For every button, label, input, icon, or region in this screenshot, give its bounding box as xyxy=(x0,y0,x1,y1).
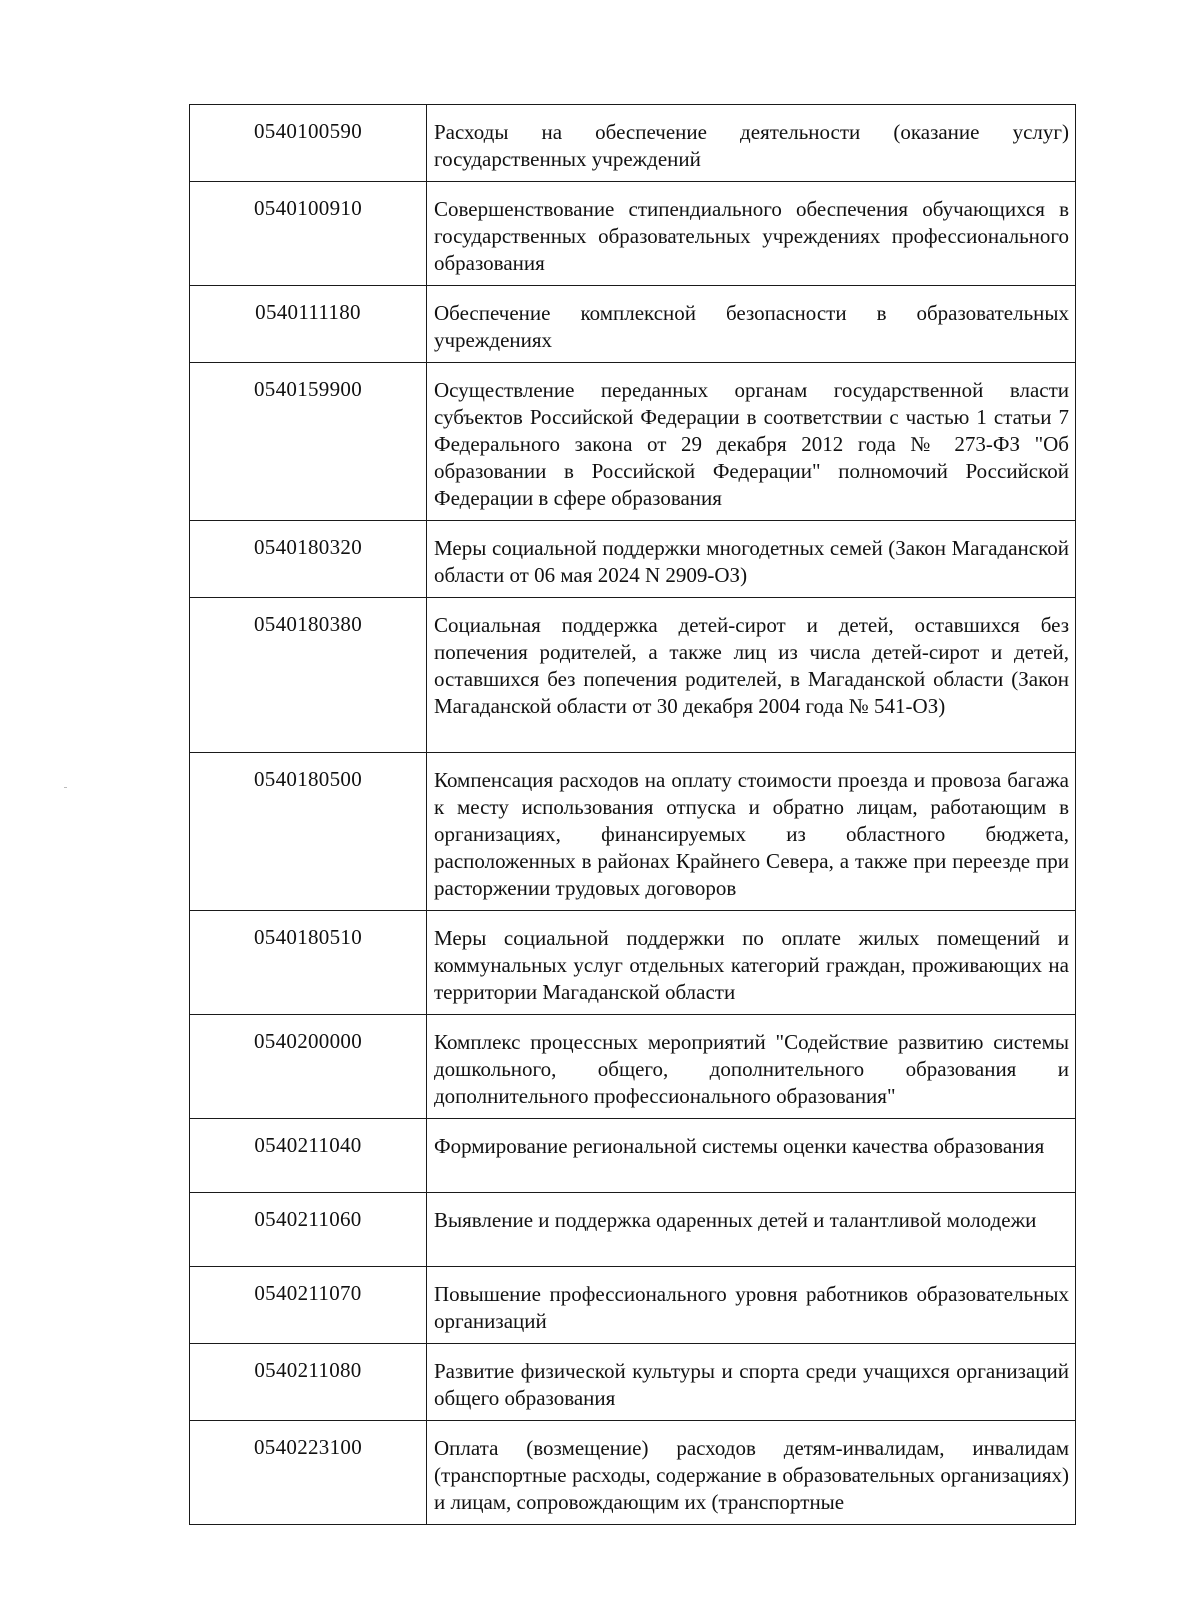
table-row xyxy=(190,363,1076,521)
row-description: Совершенствование стипендиального обеспечения обучающихся в государственных образовательных учреждениях профессионального образования xyxy=(427,182,1076,286)
row-code: 0540100910 xyxy=(190,182,427,286)
table-row xyxy=(190,911,1076,1015)
row-description: Оплата (возмещение) расходов детям-инвалидам, инвалидам (транспортные расходы, содержание в образовательных организациях) и лицам, сопровождающим их (транспортные xyxy=(427,1421,1076,1525)
row-code: 0540159900 xyxy=(190,363,427,521)
row-description: Меры социальной поддержки по оплате жилых помещений и коммунальных услуг отдельных категорий граждан, проживающих на территории Магаданской области xyxy=(427,911,1076,1015)
row-code: 0540200000 xyxy=(190,1015,427,1119)
row-code: 0540180510 xyxy=(190,911,427,1015)
row-description: Комплекс процессных мероприятий "Содействие развитию системы дошкольного, общего, дополнительного образования и дополнительного профессионального образования" xyxy=(427,1015,1076,1119)
budget-classification-table xyxy=(189,104,1076,1525)
table-row xyxy=(190,1193,1076,1267)
table-row xyxy=(190,753,1076,911)
row-description: Компенсация расходов на оплату стоимости проезда и провоза багажа к месту использования отпуска и обратно лицам, работающим в организациях, финансируемых из областного бюджета, расположенных в районах Крайнего Севера, а также при переезде при расторжении трудовых договоров xyxy=(427,753,1076,911)
row-description: Расходы на обеспечение деятельности (оказание услуг) государственных учреждений xyxy=(427,105,1076,182)
table-row xyxy=(190,182,1076,286)
row-description: Социальная поддержка детей-сирот и детей, оставшихся без попечения родителей, а также лиц из числа детей-сирот и детей, оставшихся без попечения родителей, в Магаданской области (Закон Магаданской области от 30 декабря 2004 года № 541-ОЗ) xyxy=(427,598,1076,753)
table-row xyxy=(190,1015,1076,1119)
table-row xyxy=(190,1267,1076,1344)
table-row xyxy=(190,521,1076,598)
row-description: Формирование региональной системы оценки качества образования xyxy=(427,1119,1076,1193)
row-description: Обеспечение комплексной безопасности в образовательных учреждениях xyxy=(427,286,1076,363)
row-description: Выявление и поддержка одаренных детей и талантливой молодежи xyxy=(427,1193,1076,1267)
row-description: Осуществление переданных органам государственной власти субъектов Российской Федерации в соответствии с частью 1 статьи 7 Федерального закона от 29 декабря 2012 года № 273-ФЗ "Об образовании в Российской Федерации" полномочий Российской Федерации в сфере образования xyxy=(427,363,1076,521)
row-code: 0540100590 xyxy=(190,105,427,182)
row-code: 0540180380 xyxy=(190,598,427,753)
row-code: 0540211040 xyxy=(190,1119,427,1193)
row-code: 0540211070 xyxy=(190,1267,427,1344)
row-code: 0540211080 xyxy=(190,1344,427,1421)
table-row xyxy=(190,286,1076,363)
table-row xyxy=(190,598,1076,753)
row-description: Развитие физической культуры и спорта среди учащихся организаций общего образования xyxy=(427,1344,1076,1421)
row-code: 0540211060 xyxy=(190,1193,427,1267)
table-row xyxy=(190,1344,1076,1421)
row-code: 0540180320 xyxy=(190,521,427,598)
table-row xyxy=(190,1421,1076,1525)
row-code: 0540180500 xyxy=(190,753,427,911)
row-description: Повышение профессионального уровня работников образовательных организаций xyxy=(427,1267,1076,1344)
row-description: Меры социальной поддержки многодетных семей (Закон Магаданской области от 06 мая 2024 N 2909-ОЗ) xyxy=(427,521,1076,598)
table-row xyxy=(190,105,1076,182)
scan-speck xyxy=(64,787,67,788)
row-code: 0540223100 xyxy=(190,1421,427,1525)
table-row xyxy=(190,1119,1076,1193)
row-code: 0540111180 xyxy=(190,286,427,363)
